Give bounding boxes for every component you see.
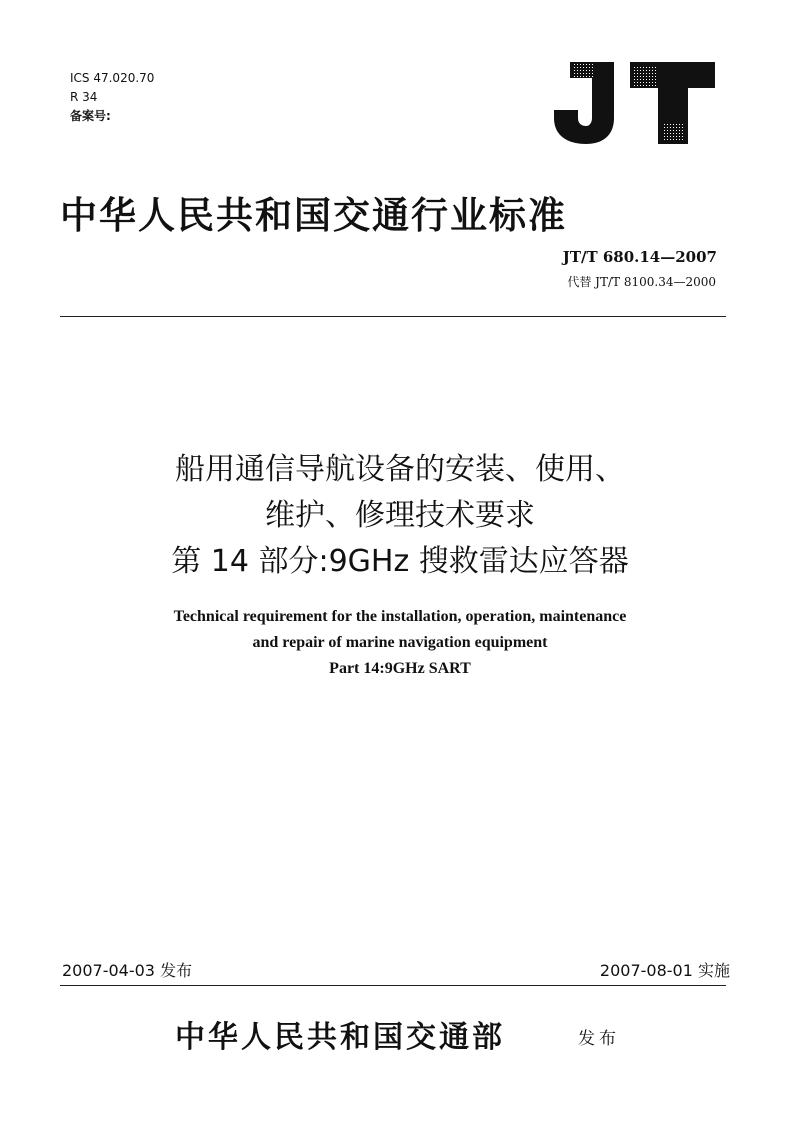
title-cn-line-1: 船用通信导航设备的安装、使用、 [175,452,625,487]
jt-logo [552,60,717,144]
issue-action: 发布 [578,1029,620,1049]
logo-text: JT [552,60,554,61]
ics-code: ICS 47.020.70 [70,71,155,85]
title-cn-line-3: 第 14 部分:9GHz 搜救雷达应答器 [171,544,629,579]
title-en-line-1: Technical requirement for the installation, operation, maintenance [173,608,627,625]
bottom-divider [60,985,726,986]
top-divider [60,316,726,317]
issue-date: 2007-04-03 发布 [62,961,193,980]
ccs-code: R 34 [70,90,98,104]
title-en-line-3: Part 14:9GHz SART [329,660,471,677]
implementation-date: 2007-08-01 实施 [599,961,730,980]
issuing-authority: 中华人民共和国交通部 [175,1020,505,1055]
title-en-line-2: and repair of marine navigation equipment [252,634,548,651]
replaces-standard: 代替 JT/T 8100.34—2000 [567,275,716,289]
title-cn-line-2: 维护、修理技术要求 [265,498,535,533]
standard-category-title: 中华人民共和国交通行业标准 [60,193,567,237]
filing-number-label: 备案号: [70,109,111,123]
standard-code: JT/T 680.14—2007 [562,248,717,266]
